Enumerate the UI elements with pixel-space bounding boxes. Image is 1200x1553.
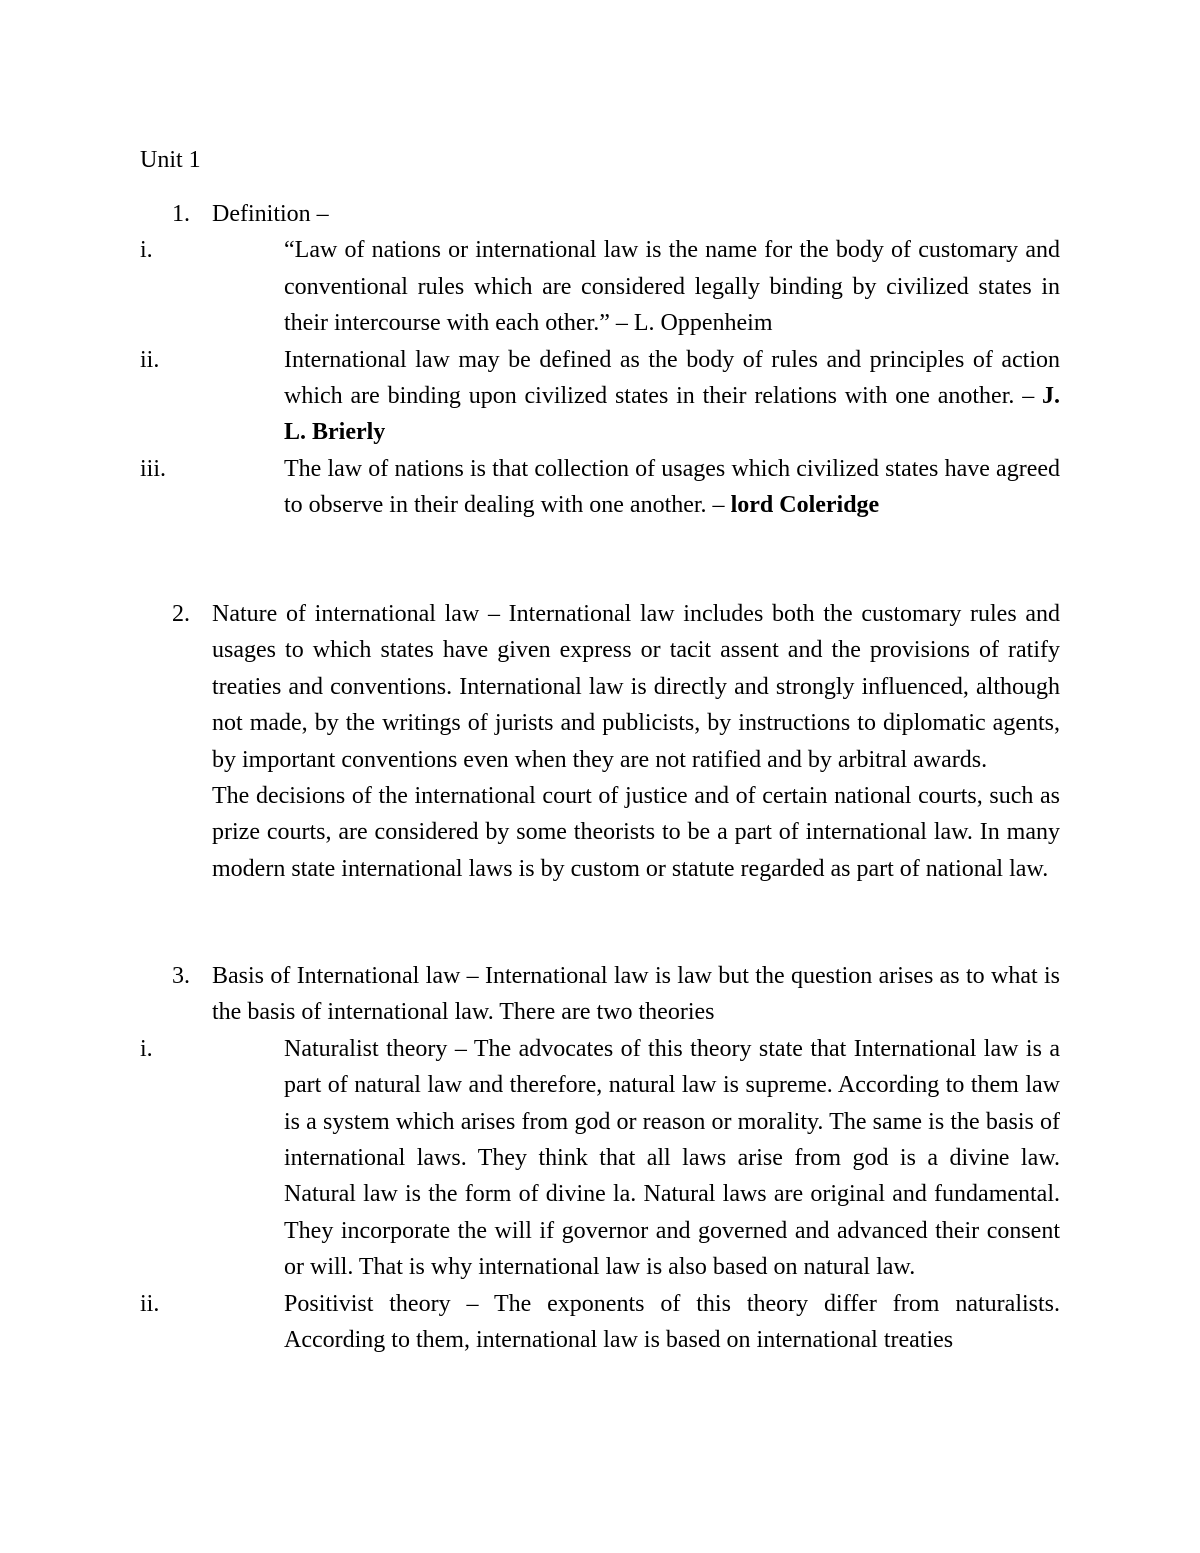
sub-item-text-wrap (284, 451, 1060, 524)
item-number: 1. (172, 201, 190, 227)
list-item-nature (140, 596, 1060, 887)
list-item-definition (140, 196, 1060, 524)
item-number: 2. (172, 601, 190, 627)
sub-item-text: “Law of nations or international law is the name for the body of customary and conventional rules which are considered legally binding by civilized states in their intercourse with each other.” – L. Oppenheim (284, 237, 1060, 337)
paragraph: Nature of international law – International law includes both the customary rules and usages to which states have given express or tacit assent and the provisions of ratify treaties and conventions. International law is directly and strongly influenced, although not made, by the writings of jurists and publicists, by instructions to diplomatic agents, by important conventions even when they are not ratified and by arbitral awards. (212, 601, 1060, 773)
sub-item-numeral: ii. (140, 1290, 160, 1317)
sub-item-coleridge (140, 451, 1060, 524)
sub-item-numeral: i. (140, 237, 153, 264)
sub-item-numeral: iii. (140, 455, 167, 482)
sub-item-text: Positivist theory – The exponents of this theory differ from naturalists. According to them, international law is based on international treaties (284, 1290, 1060, 1354)
paragraph: The decisions of the international court of justice and of certain national courts, such as prize courts, are considered by some theorists to be a part of international law. In many modern state international laws is by custom or statute regarded as part of national law. (212, 783, 1060, 882)
sub-item-naturalist (140, 1031, 1060, 1286)
sub-item-text-wrap (284, 342, 1060, 451)
item-heading: Basis of International law – International law is law but the question arises as to what is the basis of international law. There are two theories (212, 963, 1060, 1026)
sub-item-numeral: ii. (140, 346, 160, 373)
sub-item-positivist (140, 1286, 1060, 1359)
sub-item-author: lord Coleridge (730, 492, 880, 519)
item-number: 3. (172, 963, 190, 989)
sub-item-brierly (140, 342, 1060, 451)
sub-item-text: Naturalist theory – The advocates of this theory state that International law is a part of natural law and therefore, natural law is supreme. According to them law is a system which arises from god or reason or morality. The same is the basis of international laws. They think that all laws arise from god is a divine law. Natural law is the form of divine la. Natural laws are original and fundamental. They incorporate the will if governor and governed and advanced their consent or will. That is why international law is also based on natural law. (284, 1035, 1060, 1281)
unit-title: Unit 1 (140, 147, 201, 173)
list-item-basis (140, 958, 1060, 1358)
sub-item-text: The law of nations is that collection of usages which civilized states have agreed to observe in their dealing with one another. – (284, 455, 1060, 519)
item-heading: Definition – (212, 201, 329, 227)
sub-item-author: J. L. Brierly (284, 383, 1060, 446)
sub-item-numeral: i. (140, 1035, 153, 1062)
sub-item-text: International law may be defined as the body of rules and principles of action which are binding upon civilized states in their relations with one another. – (284, 346, 1060, 410)
sub-item-oppenheim (140, 232, 1060, 341)
